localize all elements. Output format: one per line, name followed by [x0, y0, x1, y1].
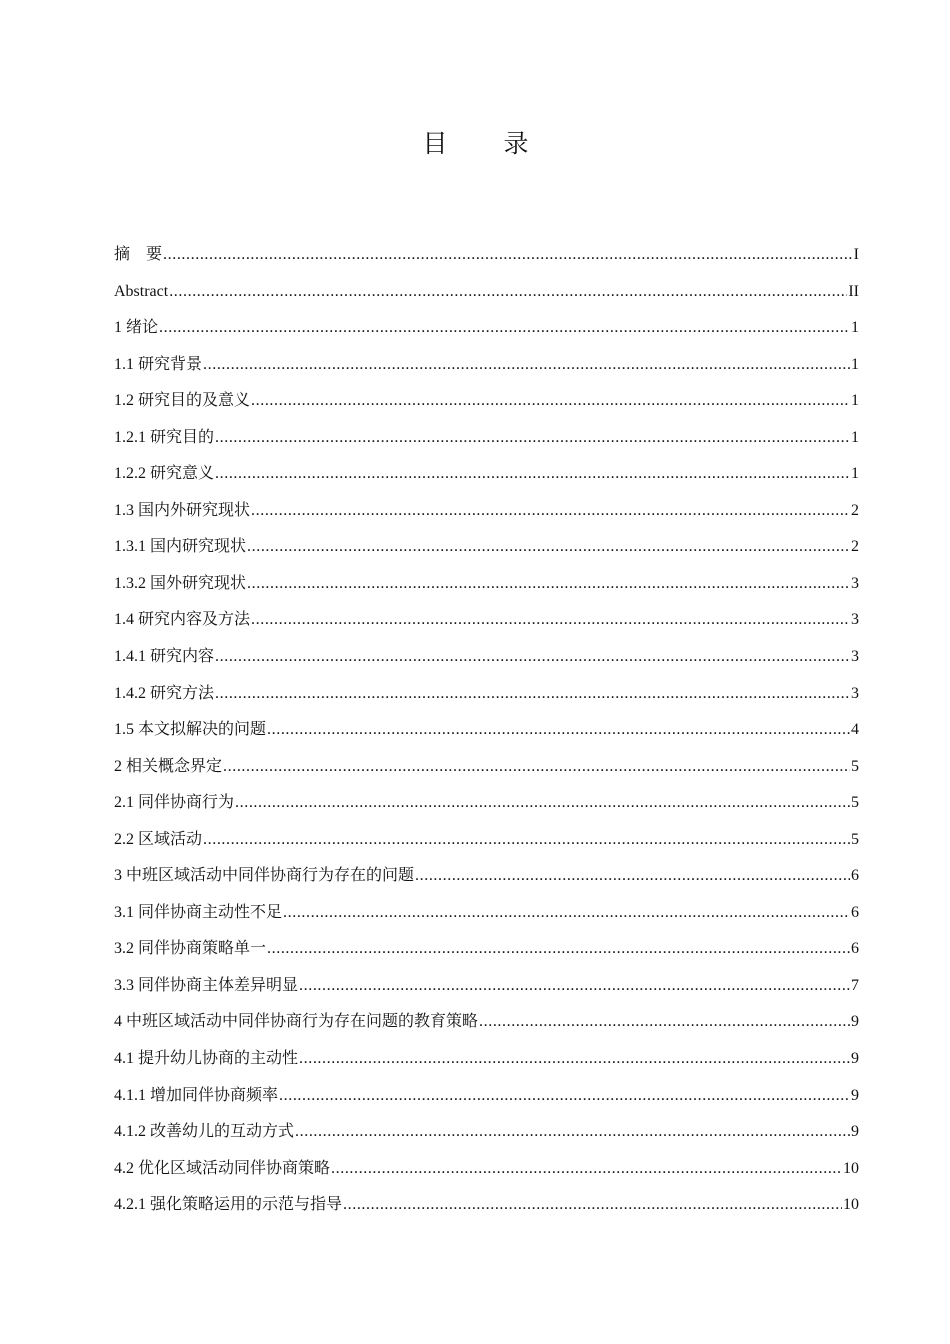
toc-entry[interactable]	[114, 498, 859, 535]
toc-entry[interactable]	[114, 790, 859, 827]
page-title: 目 录	[422, 129, 553, 158]
dot-leader	[283, 900, 850, 926]
toc-entry[interactable]	[114, 936, 859, 973]
toc-entry[interactable]	[114, 1083, 859, 1120]
toc-entry[interactable]	[114, 279, 859, 316]
dot-leader	[169, 279, 847, 305]
toc-entry[interactable]	[114, 242, 859, 279]
toc-entry-label: 1.2 研究目的及意义	[114, 392, 251, 410]
toc-entry-label: 3.3 同伴协商主体差异明显	[114, 976, 299, 994]
toc-entry-page: 9	[851, 1050, 859, 1068]
toc-entry-label: 4.1 提升幼儿协商的主动性	[114, 1050, 299, 1068]
toc-entry-page: 10	[843, 1159, 859, 1177]
toc-entry-page: 9	[851, 1123, 859, 1141]
toc-entry-label: 1.2.1 研究目的	[114, 428, 215, 446]
toc-entry[interactable]	[114, 754, 859, 791]
dot-leader	[267, 717, 850, 743]
toc-entry[interactable]	[114, 425, 859, 462]
toc-entry-label: 1.3.2 国外研究现状	[114, 574, 247, 592]
toc-entry-label: 4 中班区域活动中同伴协商行为存在问题的教育策略	[114, 1013, 479, 1031]
toc-entry[interactable]	[114, 388, 859, 425]
toc-entry-page: 6	[851, 903, 859, 921]
toc-entry[interactable]	[114, 1119, 859, 1156]
dot-leader	[343, 1192, 842, 1218]
toc-entry-page: 10	[843, 1196, 859, 1214]
toc-entry-page: 3	[851, 611, 859, 629]
toc-entry-label: 3.1 同伴协商主动性不足	[114, 903, 283, 921]
toc-entry-page: 9	[851, 1086, 859, 1104]
toc-entry-label: 1.5 本文拟解决的问题	[114, 721, 267, 739]
table-of-contents	[114, 242, 859, 1229]
dot-leader	[247, 534, 850, 560]
toc-entry[interactable]	[114, 827, 859, 864]
dot-leader	[235, 790, 850, 816]
toc-entry-label: 3 中班区域活动中同伴协商行为存在的问题	[114, 867, 415, 885]
dot-leader	[215, 461, 850, 487]
toc-entry-label: 1 绪论	[114, 319, 159, 337]
dot-leader	[223, 754, 850, 780]
toc-entry-label: 1.4.2 研究方法	[114, 684, 215, 702]
toc-entry[interactable]	[114, 644, 859, 681]
toc-entry[interactable]	[114, 534, 859, 571]
toc-entry[interactable]	[114, 607, 859, 644]
dot-leader	[215, 644, 850, 670]
toc-entry[interactable]	[114, 1009, 859, 1046]
dot-leader	[159, 315, 850, 341]
toc-entry-page: I	[853, 246, 859, 263]
toc-entry[interactable]	[114, 315, 859, 352]
toc-entry[interactable]	[114, 352, 859, 389]
toc-entry-page: 3	[851, 648, 859, 666]
toc-entry-page: 6	[851, 940, 859, 958]
dot-leader	[267, 936, 850, 962]
toc-entry-page: 7	[851, 976, 859, 994]
toc-entry-label: 2.1 同伴协商行为	[114, 794, 235, 812]
dot-leader	[203, 352, 850, 378]
dot-leader	[331, 1156, 842, 1182]
toc-entry-label: 1.4.1 研究内容	[114, 648, 215, 666]
dot-leader	[295, 1119, 850, 1145]
toc-entry[interactable]	[114, 1156, 859, 1193]
dot-leader	[215, 425, 850, 451]
toc-entry[interactable]	[114, 1046, 859, 1083]
toc-entry[interactable]	[114, 571, 859, 608]
toc-entry-page: 5	[851, 830, 859, 848]
toc-entry[interactable]	[114, 863, 859, 900]
toc-entry-page: 1	[851, 465, 859, 483]
toc-entry[interactable]	[114, 973, 859, 1010]
toc-entry-page: 3	[851, 574, 859, 592]
toc-entry-label: 3.2 同伴协商策略单一	[114, 940, 267, 958]
dot-leader	[251, 607, 850, 633]
dot-leader	[247, 571, 850, 597]
toc-entry[interactable]	[114, 681, 859, 718]
dot-leader	[163, 242, 853, 268]
toc-entry-page: II	[848, 282, 859, 300]
toc-entry-label: 4.2 优化区域活动同伴协商策略	[114, 1159, 331, 1177]
toc-entry-label: 1.2.2 研究意义	[114, 465, 215, 483]
dot-leader	[251, 388, 850, 414]
toc-entry-label: Abstract	[114, 282, 169, 300]
dot-leader	[203, 827, 850, 853]
toc-entry[interactable]	[114, 717, 859, 754]
toc-entry-page: 2	[851, 538, 859, 556]
toc-entry-page: 1	[851, 355, 859, 373]
dot-leader	[251, 498, 850, 524]
toc-entry[interactable]	[114, 1192, 859, 1229]
toc-entry-page: 1	[851, 392, 859, 410]
toc-entry-label: 4.2.1 强化策略运用的示范与指导	[114, 1196, 343, 1214]
toc-entry-label: 1.1 研究背景	[114, 355, 203, 373]
toc-entry-label: 2 相关概念界定	[114, 757, 223, 775]
toc-entry-page: 1	[851, 428, 859, 446]
dot-leader	[299, 1046, 850, 1072]
toc-entry[interactable]	[114, 900, 859, 937]
toc-entry-page: 4	[851, 721, 859, 739]
toc-entry-page: 1	[851, 319, 859, 337]
toc-entry-label: 2.2 区域活动	[114, 830, 203, 848]
dot-leader	[215, 681, 850, 707]
toc-entry-label: 1.3 国内外研究现状	[114, 501, 251, 519]
dot-leader	[279, 1083, 850, 1109]
toc-entry-page: 5	[851, 757, 859, 775]
toc-entry-page: 9	[851, 1013, 859, 1031]
toc-entry-label: 1.3.1 国内研究现状	[114, 538, 247, 556]
toc-entry[interactable]	[114, 461, 859, 498]
toc-entry-label: 1.4 研究内容及方法	[114, 611, 251, 629]
toc-entry-page: 6	[851, 867, 859, 885]
toc-entry-page: 3	[851, 684, 859, 702]
toc-entry-label: 4.1.2 改善幼儿的互动方式	[114, 1123, 295, 1141]
dot-leader	[299, 973, 850, 999]
dot-leader	[415, 863, 850, 889]
toc-entry-label: 摘 要	[114, 246, 163, 263]
dot-leader	[479, 1009, 850, 1035]
toc-entry-label: 4.1.1 增加同伴协商频率	[114, 1086, 279, 1104]
toc-entry-page: 5	[851, 794, 859, 812]
toc-entry-page: 2	[851, 501, 859, 519]
